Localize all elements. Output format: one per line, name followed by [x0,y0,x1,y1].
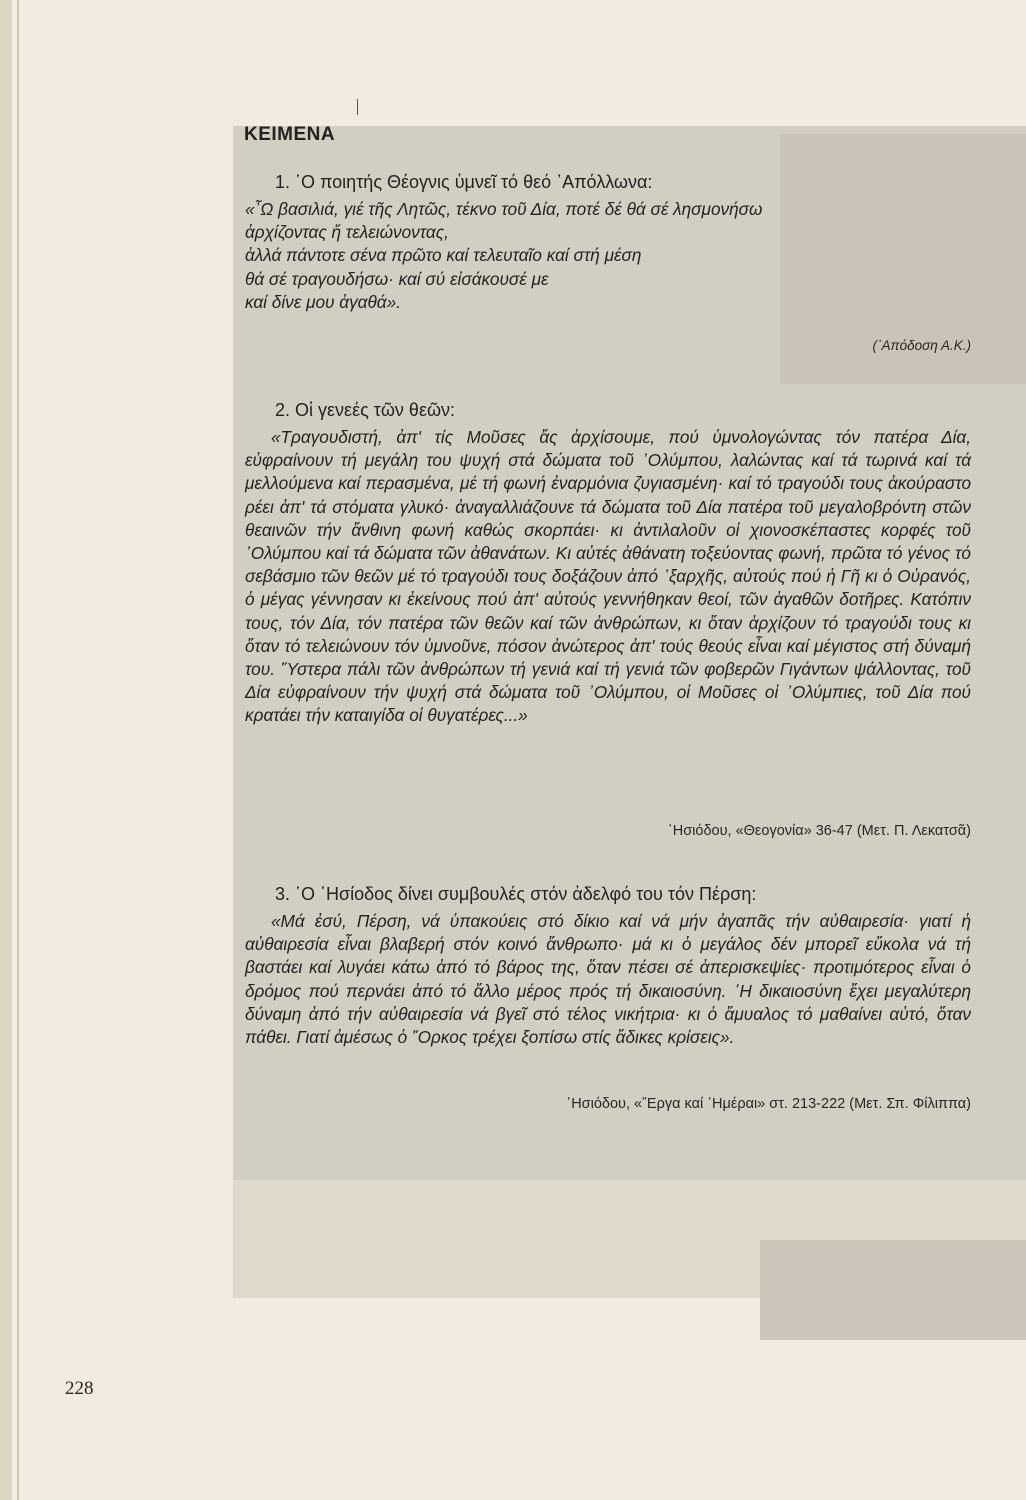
text-1-source: (᾿Απόδοση Α.Κ.) [872,338,971,353]
text-2-quote: «Τραγουδιστή, ἀπ' τίς Μοῦσες ἄς ἀρχίσουμε, πού ὑμνολογώντας τόν πατέρα Δία, εὐφραίνουν τή μεγάλη του ψυχή στά δώματα τοῦ ᾿Ολύμπου, λαλώντας καί τά τωρινά καί τά μελλούμενα καί περασμένα, μέ τή φωνή ἐναρμόνια ζυγιασμένη· καί τό τραγούδι τους ἀκούραστο ρέει ἀπ' τά στόματα γλυκό· ἀναγαλλιάζουνε τά δώματα τοῦ Δία πατέρα τοῦ μεγαλοβρόντη στῶν θεαινῶν τήν ἄνθινη φωνή καθώς σκορπάει· κι ἀντιλαλοῦν οἱ χιονοσκέπαστες κορφές τοῦ ᾿Ολύμπου καί τά δώματα τῶν ἀθανάτων. Κι αὐτές ἀθάνατη τοξεύοντας φωνή, πρῶτα τό γένος τό σεβάσμιο τῶν θεῶν μέ τό τραγούδι τους δοξάζουν ἀπό ᾿ξαρχῆς, αὐτούς πού ἡ Γῆ κι ὁ Οὐρανός, ὁ μέγας γέννησαν κι ἐκείνους πού ἀπ' αὐτούς γεννήθηκαν θεοί, τῶν ἀγαθῶν δοτῆρες. Κατόπιν τους, τόν Δία, τόν πατέρα τῶν θεῶν καί τῶν ἀνθρώπων, κι ὅταν ἀρχίζουν τό τραγούδι τους κι ὅταν τό τελειώνουν τόν ὑμνοῦνε, πόσον ἀνώτερος ἀπ' τούς θεούς εἶναι καί μέγιστος στή δύναμή του. ῞Υστερα πάλι τῶν ἀνθρώπων τή γενιά καί τή γενιά τῶν φοβερῶν Γιγάντων ψάλλοντας, τοῦ Δία εὐφραίνουν τήν ψυχή στά δώματα τοῦ ᾿Ολύμπου, οἱ Μοῦσες οἱ ᾿Ολύμπιες, τοῦ Δία πού κρατάει τήν καταιγίδα οἱ θυγατέρες...» [245,427,971,726]
page-heading: ΚΕΙΜΕΝΑ [244,124,336,145]
text-2-source: ῾Ησιόδου, «Θεογονία» 36-47 (Μετ. Π. Λεκατσᾶ) [667,823,971,839]
poem-line: καί δίνε μου ἀγαθά». [245,291,401,312]
text-1-poem [245,198,971,314]
poem-line: ἀρχίζοντας ἤ τελειώνοντας, [245,222,449,243]
poem-line: «῏Ω βασιλιά, γιέ τῆς Λητῶς, τέκνο τοῦ Δία, ποτέ δέ θά σέ λησμονήσω [245,199,763,219]
text-1-intro: 1. ῾Ο ποιητής Θέογνις ὑμνεῖ τό θεό ᾿Απόλλωνα: [275,172,653,192]
bleed-through-bottom [760,1240,1026,1340]
page-gutter [0,0,12,1500]
margin-mark [357,99,358,115]
text-section-2 [245,398,971,728]
text-3-source: ῾Ησιόδου, «῎Εργα καί ῾Ημέραι» στ. 213-222 (Μετ. Σπ. Φίλιππα) [566,1096,971,1112]
poem-line: ἀλλά πάντοτε σένα πρῶτο καί τελευταῖο καί στή μέση [245,245,642,266]
page-gutter-line [17,0,19,1500]
text-section-3 [245,882,971,1049]
text-2-intro: 2. Οἱ γενεές τῶν θεῶν: [275,400,456,420]
text-section-1 [245,170,971,314]
poem-line: θά σέ τραγουδήσω· καί σύ εἰσάκουσέ με [245,268,549,289]
text-3-intro: 3. ῾Ο ῾Ησίοδος δίνει συμβουλές στόν ἀδελφό του τόν Πέρση: [275,884,757,904]
page-number: 228 [65,1378,94,1399]
text-3-quote: «Μά ἐσύ, Πέρση, νά ὑπακούεις στό δίκιο καί νά μήν ἀγαπᾶς τήν αὐθαιρεσία· γιατί ἡ αὐθαιρεσία εἶναι βλαβερή στόν κοινό ἄνθρωπο· μά κι ὁ μεγάλος δέν μπορεῖ εὔκολα νά τή βαστάει καί λυγάει κάτω ἀπό τό βάρος της, ὅταν πέσει σέ ἀπερισκεψίες· προτιμότερος εἶναι ὁ δρόμος πού περνάει ἀπό τό ἄλλο μέρος πρός τή δικαιοσύνη. ῾Η δικαιοσύνη ἔχει μεγαλύτερη δύναμη ἀπό τήν αὐθαιρεσία νά βγεῖ στό τέλος νικήτρια· κι ὁ ἄμυαλος τό μαθαίνει αὐτό, ὅταν πάθει. Γιατί ἀμέσως ὁ ῞Ορκος τρέχει ξοπίσω στίς ἄδικες κρίσεις». [245,911,971,1048]
